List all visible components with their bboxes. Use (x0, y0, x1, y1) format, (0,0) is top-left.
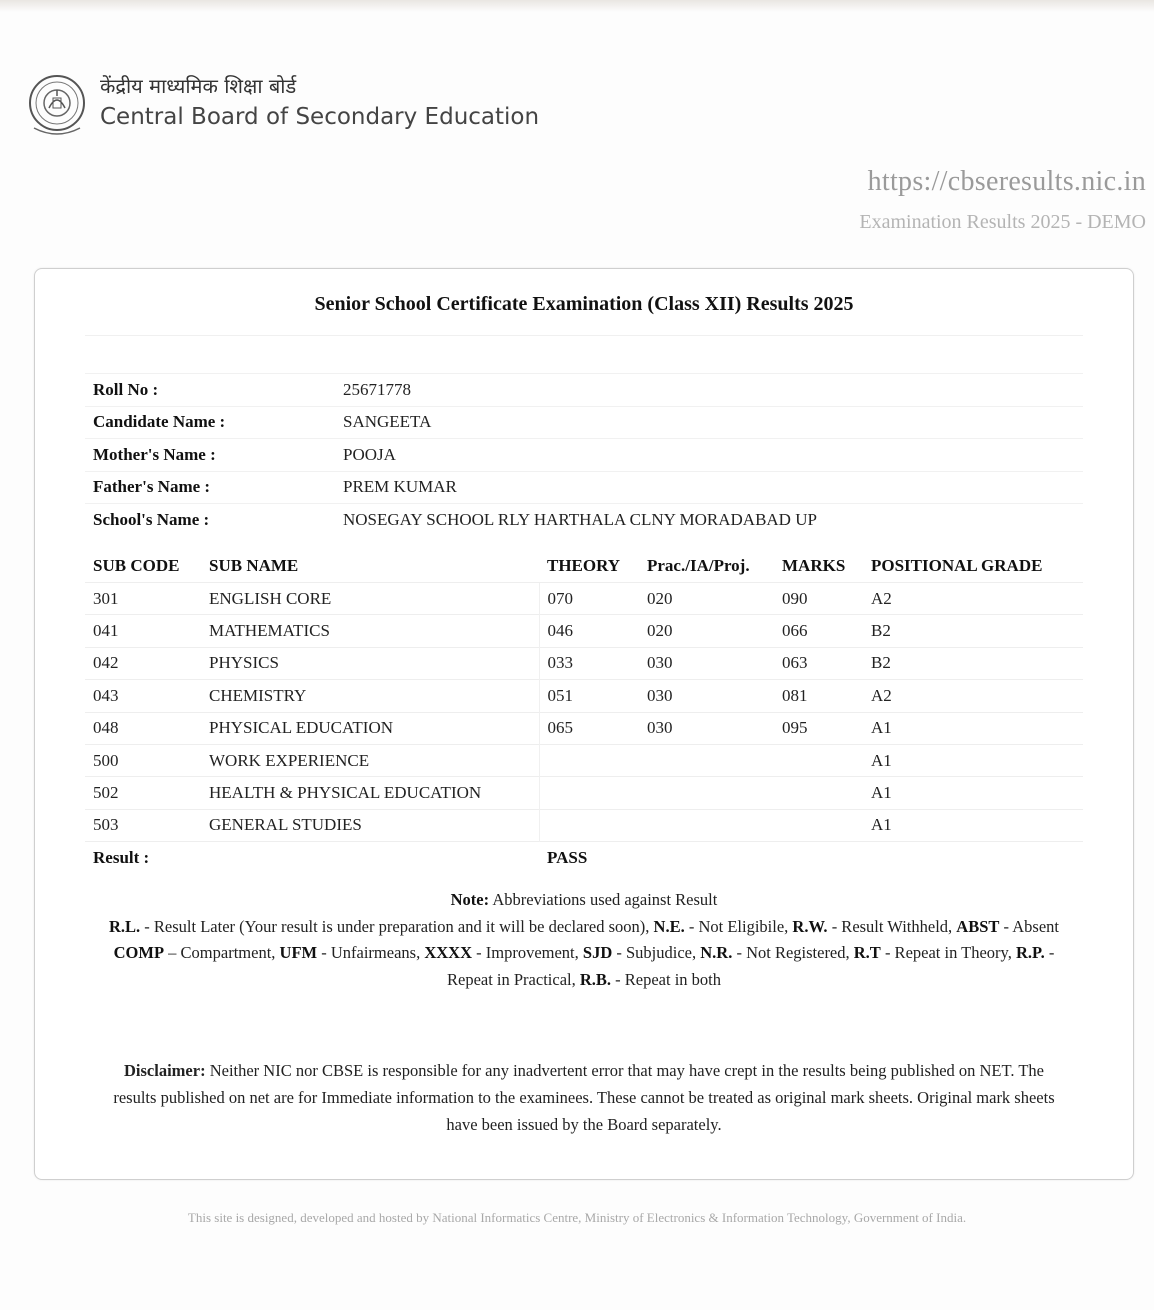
candidate-row-mother (85, 439, 1083, 472)
candidate-details (85, 373, 1083, 536)
sub-code: 042 (85, 647, 201, 679)
site-url: https://cbseresults.nic.in (867, 166, 1146, 197)
sub-code: 041 (85, 615, 201, 647)
sub-name: HEALTH & PHYSICAL EDUCATION (201, 777, 539, 809)
sub-name: WORK EXPERIENCE (201, 744, 539, 776)
theory-marks: 046 (539, 615, 639, 647)
disclaimer-text: Neither NIC nor CBSE is responsible for any inadvertent error that may have crept in the results being published on NET. The results published on net are for Immediate information to the examinees. These cannot be treated as original mark sheets. Original mark sheets have been issued by the Board separately. (113, 1061, 1055, 1134)
col-grade: POSITIONAL GRADE (871, 555, 1043, 575)
positional-grade: A1 (863, 809, 1083, 841)
positional-grade: A2 (863, 583, 1083, 615)
total-marks: 066 (774, 615, 863, 647)
table-row (85, 680, 1083, 712)
practical-marks: 030 (639, 712, 774, 744)
total-marks (774, 809, 863, 841)
abbr-ufm-text: - Unfairmeans, (321, 943, 421, 962)
abbr-ufm: UFM (279, 943, 318, 962)
theory-marks: 033 (539, 647, 639, 679)
practical-marks (639, 777, 774, 809)
footer-credit: This site is designed, developed and hosted by National Informatics Centre, Ministry of Electronics & Information Technology, Government of India. (187, 1210, 967, 1225)
abbr-rt-text: - Repeat in Theory, (884, 943, 1012, 962)
marks-table (85, 549, 1083, 874)
result-row (85, 842, 1083, 874)
disclaimer (101, 1057, 1067, 1138)
abbr-xxxx: XXXX (424, 943, 472, 962)
total-marks: 081 (774, 680, 863, 712)
marks-header-row (85, 549, 1083, 583)
col-marks: MARKS (782, 555, 846, 575)
theory-marks: 051 (539, 680, 639, 712)
practical-marks (639, 744, 774, 776)
abbr-rl-text: - Result Later (Your result is under preparation and it will be declared soon), (144, 916, 650, 936)
mother-name-value: POOJA (335, 439, 1083, 472)
candidate-row-roll (85, 374, 1083, 407)
board-name-hindi: केंद्रीय माध्यमिक शिक्षा बोर्ड (100, 74, 297, 98)
total-marks: 063 (774, 647, 863, 679)
sub-code: 043 (85, 680, 201, 712)
col-theory: THEORY (547, 555, 621, 575)
note-heading: Note: (450, 890, 490, 909)
school-name-value: NOSEGAY SCHOOL RLY HARTHALA CLNY MORADABAD UP (335, 504, 1083, 536)
positional-grade: B2 (863, 615, 1083, 647)
positional-grade: A1 (863, 777, 1083, 809)
candidate-row-school (85, 504, 1083, 536)
practical-marks: 020 (639, 583, 774, 615)
practical-marks: 030 (639, 680, 774, 712)
abbr-rp: R.P. (1015, 943, 1045, 962)
abbr-nr: N.R. (700, 943, 733, 962)
candidate-row-father (85, 471, 1083, 504)
site-subtitle: Examination Results 2025 - DEMO (859, 211, 1146, 233)
abbr-sjd: SJD (582, 943, 613, 962)
practical-marks: 030 (639, 647, 774, 679)
abbr-rb-text: - Repeat in both (615, 969, 722, 989)
positional-grade: A1 (863, 744, 1083, 776)
sub-code: 301 (85, 583, 201, 615)
col-sub-name: SUB NAME (209, 555, 299, 575)
abbr-sjd-text: - Subjudice, (616, 943, 697, 962)
col-sub-code: SUB CODE (93, 555, 180, 575)
abbr-rw-text: - Result Withheld, (831, 916, 953, 936)
theory-marks: 065 (539, 712, 639, 744)
result-value: PASS (539, 842, 1083, 874)
sub-code: 048 (85, 712, 201, 744)
positional-grade: A1 (863, 712, 1083, 744)
abbr-abst-text: - Absent (1003, 916, 1059, 936)
abbr-rw: R.W. (792, 916, 828, 936)
practical-marks (639, 809, 774, 841)
table-row (85, 712, 1083, 744)
father-name-label: Father's Name : (85, 471, 335, 504)
school-name-label: School's Name : (85, 504, 335, 536)
board-name-english: Central Board of Secondary Education (100, 104, 540, 130)
theory-marks (539, 744, 639, 776)
abbr-rl: R.L. (109, 916, 141, 936)
theory-marks (539, 809, 639, 841)
total-marks: 095 (774, 712, 863, 744)
father-name-value: PREM KUMAR (335, 471, 1083, 504)
sub-name: CHEMISTRY (201, 680, 539, 712)
table-row (85, 744, 1083, 776)
candidate-row-name (85, 406, 1083, 439)
table-row (85, 809, 1083, 841)
sub-name: PHYSICS (201, 647, 539, 679)
sub-name: GENERAL STUDIES (201, 809, 539, 841)
theory-marks: 070 (539, 583, 639, 615)
abbr-xxxx-text: - Improvement, (476, 943, 579, 962)
mother-name-label: Mother's Name : (85, 439, 335, 472)
positional-grade: B2 (863, 647, 1083, 679)
theory-marks (539, 777, 639, 809)
disclaimer-heading: Disclaimer: (124, 1061, 206, 1080)
abbreviations-note (101, 887, 1067, 993)
note-line-1 (101, 914, 1067, 941)
abbr-nr-text: - Not Registered, (736, 943, 850, 962)
exam-title: Senior School Certificate Examination (Class XII) Results 2025 (314, 293, 854, 315)
sub-code: 503 (85, 809, 201, 841)
roll-no-label: Roll No : (85, 374, 335, 407)
practical-marks: 020 (639, 615, 774, 647)
sub-code: 502 (85, 777, 201, 809)
abbr-ne: N.E. (653, 916, 685, 936)
divider (85, 335, 1083, 336)
result-card (34, 268, 1134, 1180)
note-line-2 (101, 940, 1067, 993)
table-row (85, 777, 1083, 809)
abbr-rt: R.T (853, 943, 881, 962)
table-row (85, 615, 1083, 647)
sub-name: PHYSICAL EDUCATION (201, 712, 539, 744)
note-intro: Abbreviations used against Result (492, 890, 718, 909)
col-practical: Prac./IA/Proj. (647, 555, 750, 575)
cbse-logo (26, 70, 88, 140)
table-row (85, 647, 1083, 679)
positional-grade: A2 (863, 680, 1083, 712)
sub-name: ENGLISH CORE (201, 583, 539, 615)
roll-no-value: 25671778 (335, 374, 1083, 407)
total-marks (774, 744, 863, 776)
abbr-comp: COMP (113, 943, 165, 962)
abbr-ne-text: - Not Eligibile, (688, 916, 789, 936)
sub-code: 500 (85, 744, 201, 776)
table-row (85, 583, 1083, 615)
note-intro-line (101, 887, 1067, 914)
sub-name: MATHEMATICS (201, 615, 539, 647)
scan-edge (0, 0, 1154, 12)
abbr-comp-text: – Compartment, (168, 943, 276, 962)
abbr-abst: ABST (956, 916, 1000, 936)
candidate-name-label: Candidate Name : (85, 406, 335, 439)
abbr-rp-text: - Repeat in Practical, (446, 943, 1055, 989)
total-marks: 090 (774, 583, 863, 615)
abbr-rb: R.B. (579, 969, 612, 989)
total-marks (774, 777, 863, 809)
candidate-name-value: SANGEETA (335, 406, 1083, 439)
result-label: Result : (85, 842, 539, 874)
